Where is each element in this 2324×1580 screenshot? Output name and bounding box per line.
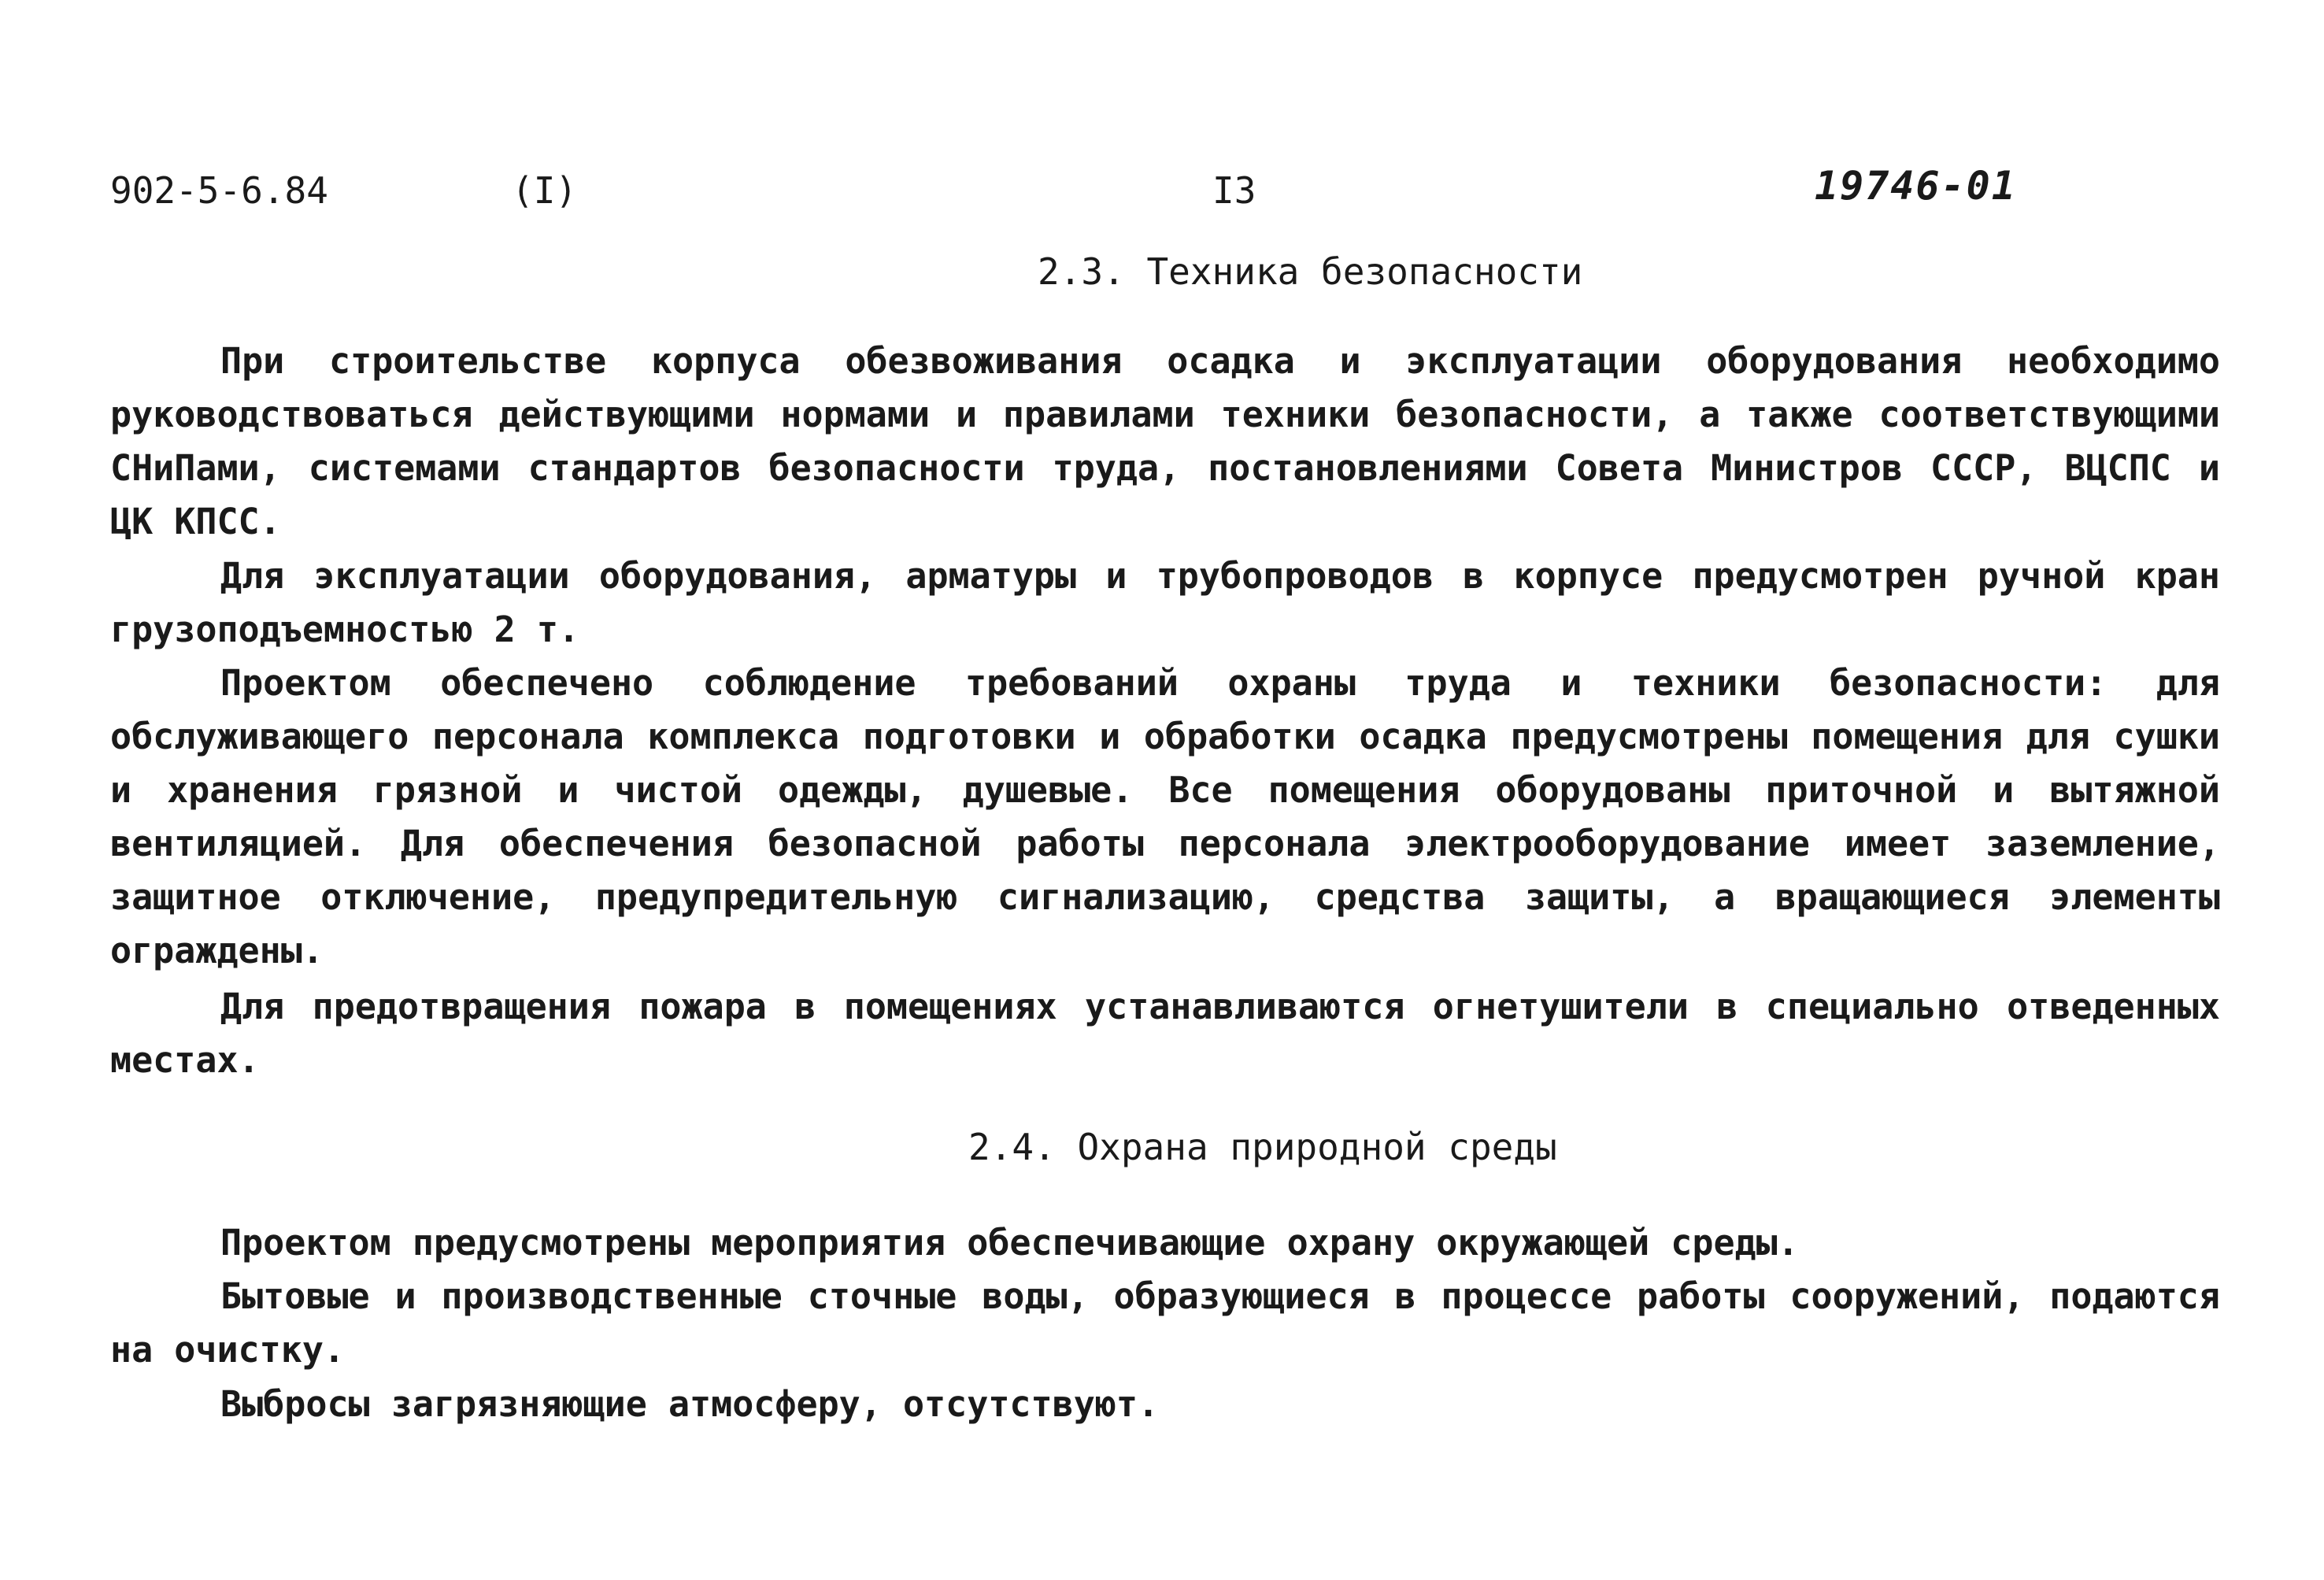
- paragraph: При строительстве корпуса обезвоживания осадка и эксплуатации оборудования необходимо руководствоваться действующими нормами и правилами техники безопасности, а также соответствующими СНиПами, системами стандартов безопасности труда, постановлениями Совета Министров СССР, ВЦСПС и ЦК КПСС.: [110, 340, 2220, 542]
- paragraph: Бытовые и производственные сточные воды, образующиеся в процессе работы сооружений, подаются на очистку.: [110, 1275, 2220, 1371]
- paragraph: Проектом предусмотрены мероприятия обеспечивающие охрану окружающей среды.: [220, 1222, 1799, 1264]
- inventory-number: 19746-01: [1815, 163, 2017, 209]
- section-title-safety: 2.3. Техника безопасности: [1038, 250, 1583, 293]
- paragraph: Для эксплуатации оборудования, арматуры и трубопроводов в корпусе предусмотрен ручной кран грузоподъемностью 2 т.: [110, 555, 2220, 650]
- paragraph: Выбросы загрязняющие атмосферу, отсутствуют.: [220, 1383, 1160, 1425]
- paragraph: Для предотвращения пожара в помещениях устанавливаются огнетушители в специально отведенных местах.: [110, 986, 2220, 1081]
- paragraph: Проектом обеспечено соблюдение требований охраны труда и техники безопасности: для обслуживающего персонала комплекса подготовки и обработки осадка предусмотрены помещения для сушки и хранения грязной и чистой одежды, душевые. Все помещения оборудованы приточной и вытяжной вентиляцией. Для обеспечения безопасной работы персонала электрооборудование имеет заземление, защитное отключение, предупредительную сигнализацию, средства защиты, а вращающиеся элементы ограждены.: [110, 662, 2220, 971]
- part-number: (I): [512, 169, 578, 212]
- section-title-environment: 2.4. Охрана природной среды: [968, 1126, 1557, 1168]
- document-code: 902-5-6.84: [110, 169, 328, 212]
- page-header: [110, 163, 2220, 224]
- page-number: I3: [1212, 169, 1256, 212]
